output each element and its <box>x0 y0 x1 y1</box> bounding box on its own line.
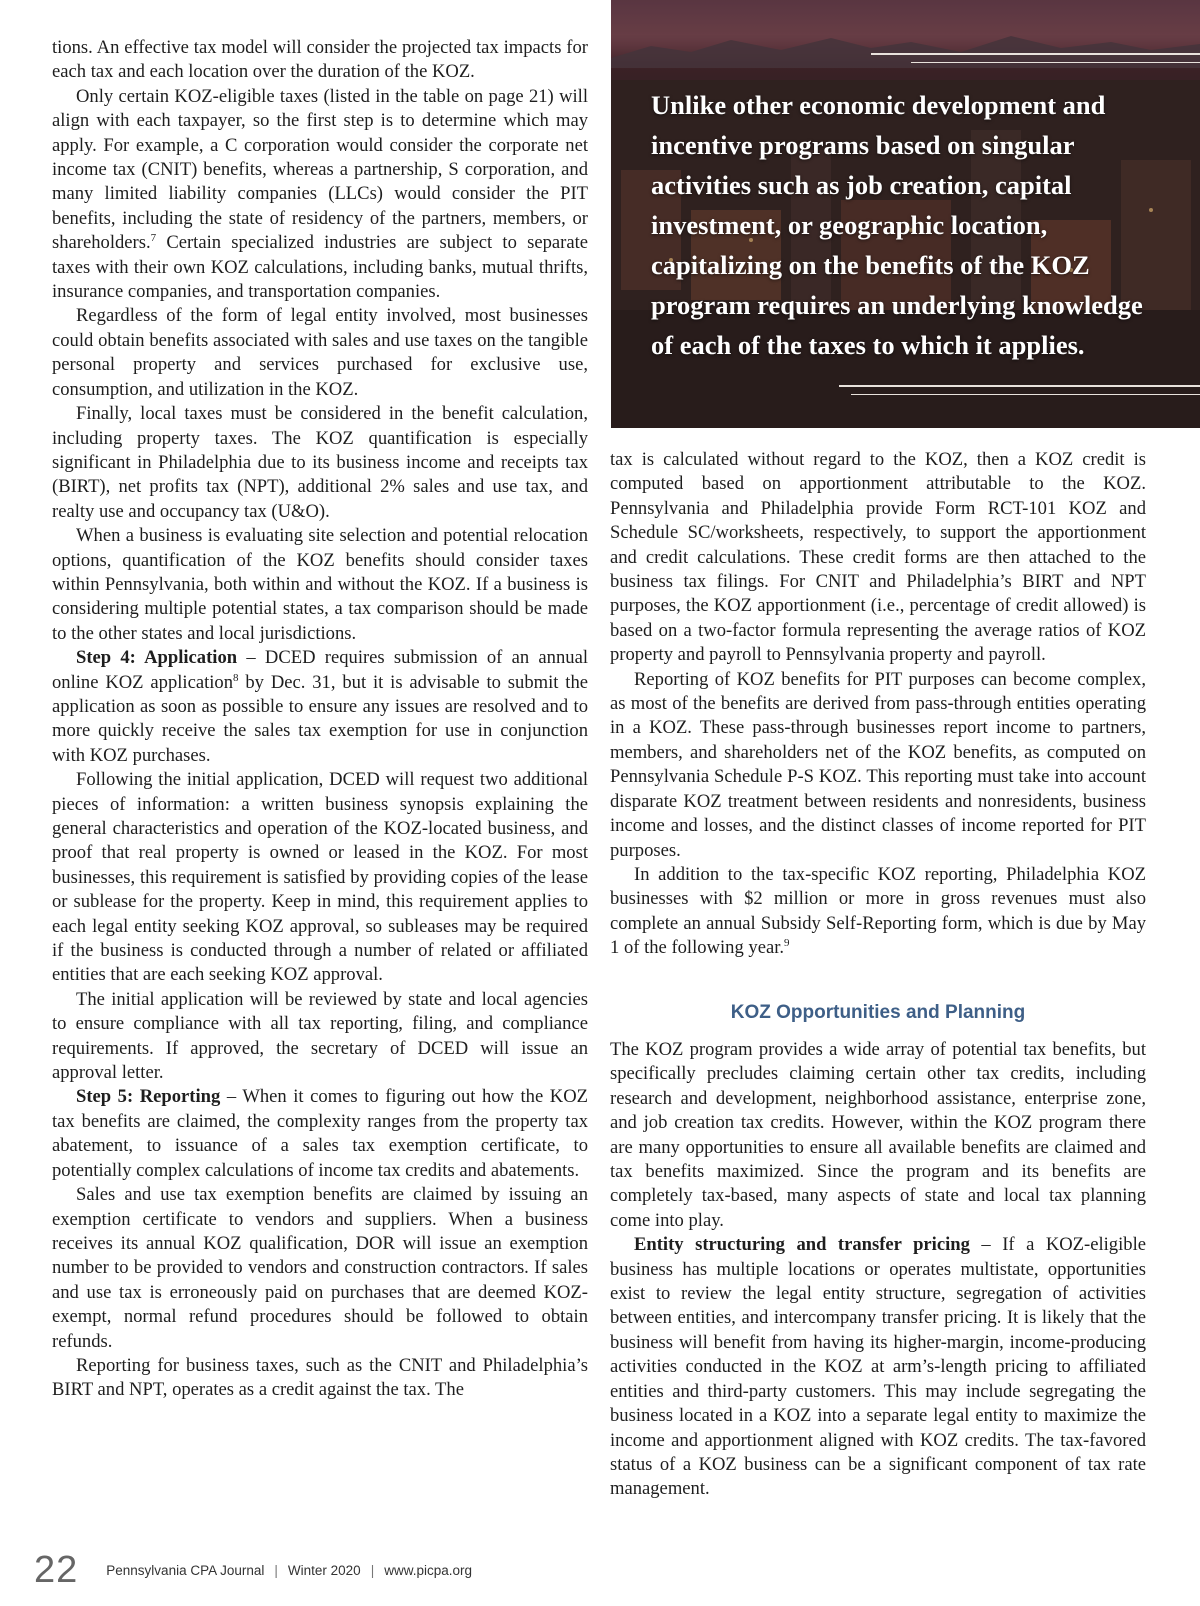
pull-quote-text: Unlike other economic development and incentive programs based on singular activities such as job creation, capital investment, or geographic location, capitalizing on the benefits of the KOZ program requires an underlying knowledge of each of the taxes to which it applies. <box>651 90 1143 360</box>
right-column-upper <box>610 448 1146 961</box>
journal-name: Pennsylvania CPA Journal <box>106 1562 265 1578</box>
pull-quote-panel <box>611 0 1200 428</box>
paragraph-text: Only certain KOZ-eligible taxes (listed in the table on page 21) will align with each taxpayer, so the first step is to determine which may apply. For example, a C corporation would consider the corporate net income tax (CNIT) benefits, whereas a partnership, S corporation, and many limited liability companies (LLCs) would consider the PIT benefits, including the state of residency of the partners, members, or shareholders. <box>52 85 588 254</box>
paragraph-step-4 <box>52 646 588 768</box>
paragraph-text: – If a KOZ-eligible business has multiple locations or operates multistate, opportunities exist to review the legal entity structure, segregation of activities between entities, and intercompany transfer pricing. It is likely that the business will benefit from having its higher-margin, income-producing activities conducted in the KOZ at arm’s-length pricing to affiliated entities and third-party customers. This may include segregating the business located in a KOZ into a separate legal entity to maximize the income and apportionment aligned with KOZ credits. The tax-favored status of a KOZ business can be a significant component of tax rate management. <box>610 1234 1146 1500</box>
paragraph: Reporting for business taxes, such as the CNIT and Philadelphia’s BIRT and NPT, operates as a credit against the tax. The <box>52 1354 588 1401</box>
paragraph: Following the initial application, DCED will request two additional pieces of information: a written business synopsis explaining the general characteristics and operation of the KOZ-located business, and proof that real property is owned or leased in the KOZ. For most businesses, this requirement is satisfied by providing copies of the lease or sublease for the property. Keep in mind, this requirement applies to each legal entity seeking KOZ approval, so subleases may be required if the business is conducted through a number of related or affiliated entities that are each seeking KOZ approval. <box>52 769 588 986</box>
bottom-rule-thin <box>851 394 1200 395</box>
paragraph: Finally, local taxes must be considered in the benefit calculation, including property taxes. The KOZ quantification is especially significant in Philadelphia due to its business income and receipts tax (BIRT), net profits tax (NPT), additional 2% sales and use tax, and realty use and occupancy tax (U&O). <box>52 403 588 522</box>
footnote-ref: 7 <box>150 232 157 245</box>
paragraph: The initial application will be reviewed by state and local agencies to ensure compliance with all tax reporting, filing, and compliance requirements. If approved, the secretary of DCED will issue an approval letter. <box>52 988 588 1084</box>
right-column-lower <box>610 1038 1146 1502</box>
paragraph: Regardless of the form of legal entity involved, most businesses could obtain benefits associated with sales and use taxes on the tangible personal property and services purchased for exclusive use, consumption, and utilization in the KOZ. <box>52 305 588 400</box>
website-link[interactable]: www.picpa.org <box>384 1562 472 1578</box>
paragraph-text: – When it comes to figuring out how the KOZ tax benefits are claimed, the complexity ranges from the property tax abatement, to issuance of a sales tax exemption certificate, to potentially complex calculations of income tax credits and abatements. <box>52 1086 588 1181</box>
paragraph: Sales and use tax exemption benefits are claimed by issuing an exemption certificate to vendors and suppliers. When a business receives its annual KOZ qualification, DOR will issue an exemption number to be provided to vendors and construction contractors. If sales and use tax is erroneously paid on purchases that are deemed KOZ-exempt, normal refund procedures should be followed to obtain refunds. <box>52 1184 588 1352</box>
page-footer <box>34 1545 472 1595</box>
footer-separator: | <box>370 1562 375 1578</box>
entity-structuring-label: Entity structuring and transfer pricing <box>634 1234 970 1256</box>
paragraph: tions. An effective tax model will consider the projected tax impacts for each tax and each location over the duration of the KOZ. <box>52 37 588 83</box>
footnote-ref: 9 <box>784 936 790 949</box>
paragraph-step-5 <box>52 1085 588 1183</box>
paragraph-text: In addition to the tax-specific KOZ reporting, Philadelphia KOZ businesses with $2 million or more in gross revenues must also complete an annual Subsidy Self-Reporting form, which is due by May 1 of the following year. <box>610 863 1146 959</box>
paragraph: When a business is evaluating site selection and potential relocation options, quantification of the KOZ benefits should consider taxes within Pennsylvania, both within and without the KOZ. If a business is considering multiple potential states, a tax comparison should be made to the other states and local jurisdictions. <box>52 525 588 644</box>
paragraph <box>610 863 1146 961</box>
paragraph: The KOZ program provides a wide array of potential tax benefits, but specifically precludes claiming certain other tax credits, including research and development, neighborhood assistance, enterprise zone, and job creation tax credits. However, within the KOZ program there are many opportunities to ensure all available benefits are claimed and tax benefits maximized. Since the program and its benefits are completely tax-based, many aspects of state and local tax planning come into play. <box>610 1039 1146 1231</box>
paragraph-text: Certain specialized industries are subject to separate taxes with their own KOZ calculations, including banks, mutual thrifts, insurance companies, and transportation companies. <box>52 232 588 303</box>
step-4-label: Step 4: Application <box>76 647 238 669</box>
paragraph-text: by Dec. 31, but it is advisable to submit the application as soon as possible to ensure any issues are resolved and to more quickly receive the sales tax exemption for use in conjunction with KOZ purchases. <box>52 671 588 766</box>
left-column <box>52 36 588 1403</box>
top-rule-thin <box>911 62 1200 63</box>
paragraph-text: – DCED requires submission of an annual online KOZ application <box>52 647 588 693</box>
paragraph: tax is calculated without regard to the KOZ, then a KOZ credit is computed based on apportionment attributable to the KOZ. Pennsylvania and Philadelphia provide Form RCT-101 KOZ and Schedule SC/worksheets, respectively, to support the apportionment and credit calculations. These credit forms are then attached to the business tax filings. For CNIT and Philadelphia’s BIRT and NPT purposes, the KOZ apportionment (i.e., percentage of credit allowed) is based on a two-factor formula representing the average ratios of KOZ property and payroll to Pennsylvania property and payroll. <box>610 449 1146 666</box>
paragraph-entity-structuring <box>610 1233 1146 1501</box>
footnote-ref: 8 <box>233 671 239 684</box>
page-number: 22 <box>34 1548 79 1591</box>
paragraph: Reporting of KOZ benefits for PIT purposes can become complex, as most of the benefits are derived from pass-through entities operating in a KOZ. These pass-through businesses report income to partners, members, and shareholders net of the KOZ benefits, as computed on Pennsylvania Schedule P-S KOZ. This reporting must take into account disparate KOZ treatment between residents and nonresidents, business income and losses, and the distinct classes of income reported for PIT purposes. <box>610 668 1146 861</box>
top-rule <box>871 53 1200 55</box>
step-5-label: Step 5: Reporting <box>76 1086 221 1108</box>
section-heading: KOZ Opportunities and Planning <box>730 1002 1026 1023</box>
bottom-rule <box>839 385 1200 387</box>
paragraph <box>52 85 588 305</box>
issue-date: Winter 2020 <box>287 1562 361 1578</box>
footer-separator: | <box>274 1562 278 1578</box>
